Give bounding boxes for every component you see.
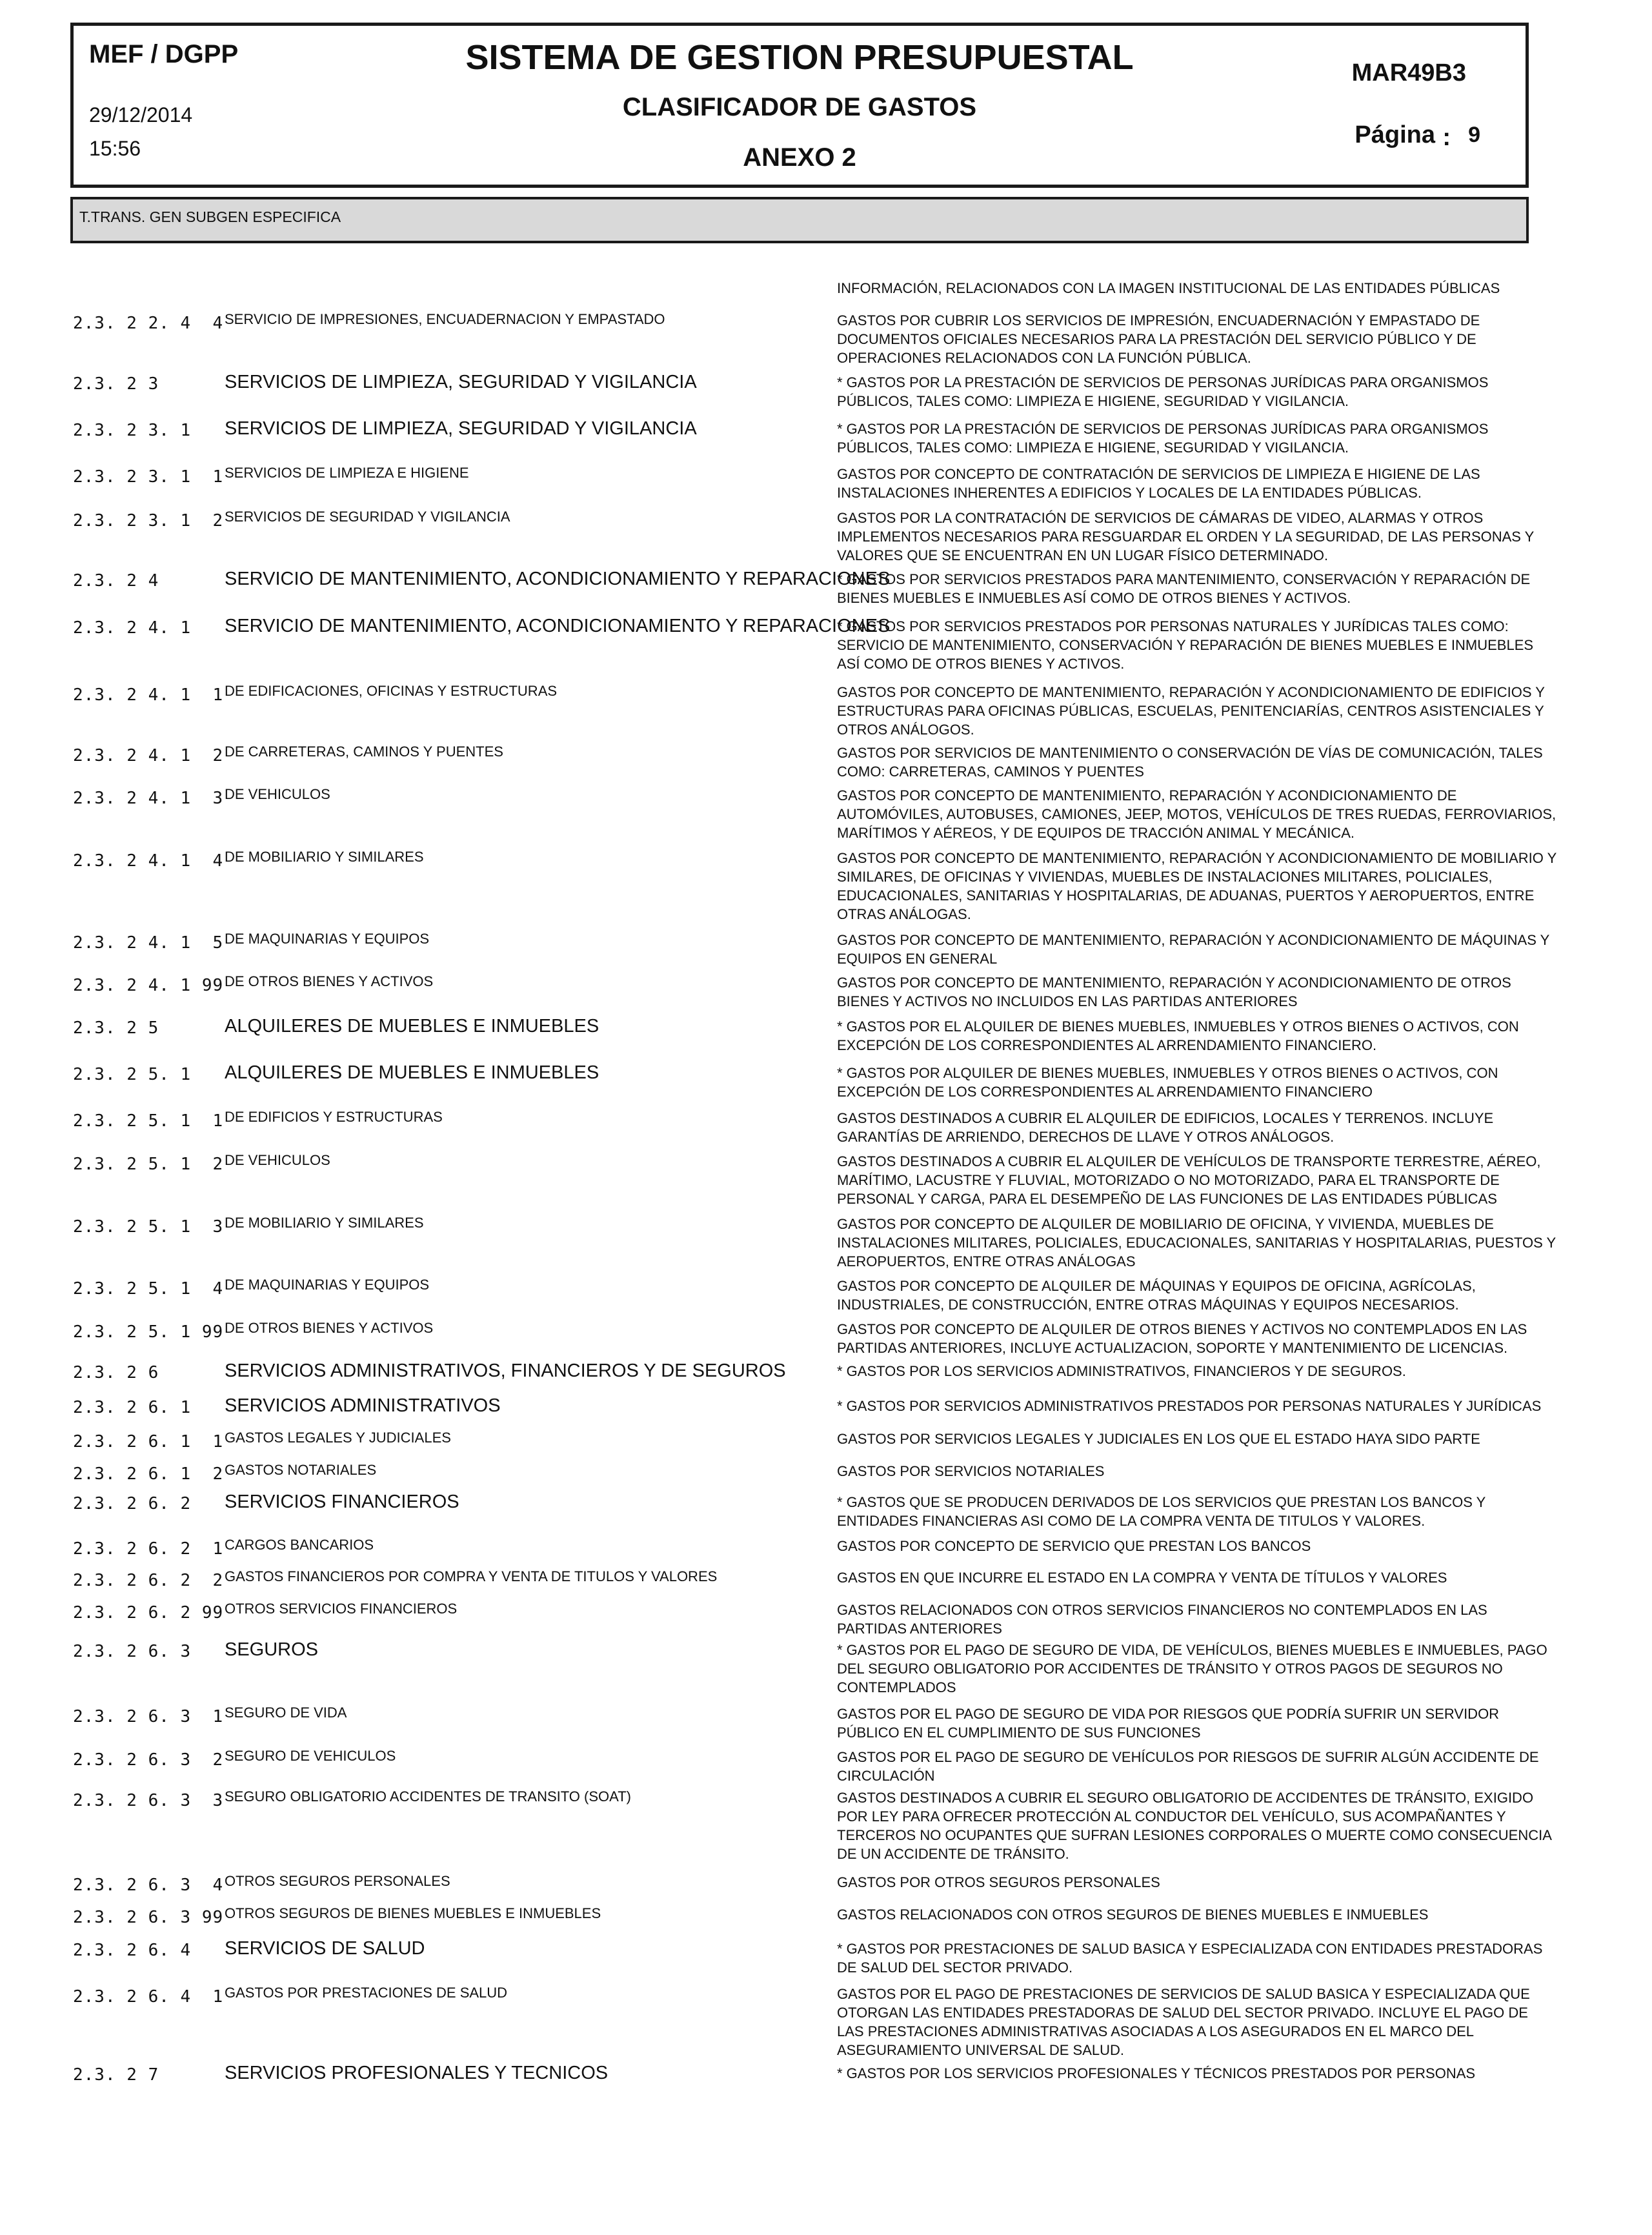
row-code: 2.3. 2 6. 3 99 bbox=[73, 1908, 224, 1927]
description-line: OTORGAN LAS ENTIDADES PRESTADORAS DE SALUD DEL SECTOR PRIVADO. INCLUYE EL PAGO DE bbox=[837, 2005, 1528, 2021]
description-line: GASTOS POR OTROS SEGUROS PERSONALES bbox=[837, 1874, 1160, 1890]
row-name: OTROS SEGUROS DE BIENES MUEBLES E INMUEBLES bbox=[225, 1905, 601, 1921]
row-name: ALQUILERES DE MUEBLES E INMUEBLES bbox=[225, 1062, 599, 1083]
row-name: SERVICIO DE MANTENIMIENTO, ACONDICIONAMIENTO Y REPARACIONES bbox=[225, 616, 891, 636]
org-label: MEF / DGPP bbox=[89, 40, 239, 68]
description-line: POR LEY PARA OFRECER PROTECCIÓN AL CONDUCTOR DEL VEHÍCULO, SUS ACOMPAÑANTES Y bbox=[837, 1808, 1506, 1825]
row-description bbox=[837, 849, 1557, 924]
row-code: 2.3. 2 4. 1 3 bbox=[73, 789, 224, 808]
description-line: * GASTOS POR ALQUILER DE BIENES MUEBLES, INMUEBLES Y OTROS BIENES O ACTIVOS, CON bbox=[837, 1065, 1498, 1081]
row-description bbox=[837, 1939, 1543, 1977]
row-code: 2.3. 2 5. 1 1 bbox=[73, 1111, 224, 1131]
row-description bbox=[837, 2064, 1534, 2083]
row-name: SERVICIOS FINANCIEROS bbox=[225, 1492, 459, 1512]
row-description bbox=[837, 1397, 1542, 1415]
description-line: MARÍTIMO, LACUSTRE Y FLUVIAL, MOTORIZADO O NO MOTORIZADO, PARA EL TRANSPORTE DE bbox=[837, 1172, 1500, 1188]
description-line: INSTALACIONES MILITARES, POLICIALES, EDUCACIONALES, SANITARIAS Y HOSPITALARIAS, PUESTOS Y bbox=[837, 1235, 1556, 1251]
description-line: DE SALUD DEL SECTOR PRIVADO. bbox=[837, 1959, 1073, 1976]
row-description bbox=[837, 786, 1556, 842]
report-time: 15:56 bbox=[89, 137, 141, 160]
row-code: 2.3. 2 5. 1 2 bbox=[73, 1155, 224, 1174]
row-description bbox=[837, 1748, 1539, 1785]
page-colon: : bbox=[1442, 124, 1451, 151]
row-description bbox=[837, 1568, 1534, 1587]
row-description bbox=[837, 1017, 1534, 1055]
row-code: 2.3. 2 6. 1 2 bbox=[73, 1464, 224, 1484]
description-line: BIENES Y ACTIVOS NO INCLUIDOS EN LAS PARTIDAS ANTERIORES bbox=[837, 993, 1298, 1009]
row-description bbox=[837, 1873, 1534, 1892]
description-line: EXCEPCIÓN DE LOS CORRESPONDIENTES AL ARRENDAMIENTO FINANCIERO. bbox=[837, 1037, 1377, 1053]
description-line: ASEGURAMIENTO UNIVERSAL DE SALUD. bbox=[837, 2042, 1124, 2058]
row-name: DE OTROS BIENES Y ACTIVOS bbox=[225, 1320, 434, 1336]
description-line: LAS PRESTACIONES ADMINISTRATIVAS ASOCIADAS A LOS ASEGURADOS EN EL MARCO DEL bbox=[837, 2023, 1475, 2039]
row-code: 2.3. 2 4. 1 99 bbox=[73, 976, 224, 995]
row-code: 2.3. 2 6. 3 4 bbox=[73, 1876, 224, 1895]
description-line: GARANTÍAS DE ARRIENDO, DERECHOS DE LLAVE Y OTROS ANÁLOGOS. bbox=[837, 1129, 1335, 1145]
row-code: 2.3. 2 5. 1 99 bbox=[73, 1322, 224, 1342]
row-code: 2.3. 2 5. 1 bbox=[73, 1065, 192, 1084]
description-line: AEROPUERTOS, ENTRE OTRAS ANÁLOGAS bbox=[837, 1253, 1136, 1269]
row-description bbox=[837, 1704, 1534, 1742]
description-line: GASTOS POR EL PAGO DE SEGURO DE VEHÍCULOS POR RIESGOS DE SUFRIR ALGÚN ACCIDENTE DE bbox=[837, 1749, 1539, 1765]
row-name: SERVICIOS PROFESIONALES Y TECNICOS bbox=[225, 2063, 609, 2083]
row-description bbox=[837, 973, 1534, 1011]
description-line: DOCUMENTOS OFICIALES NECESARIOS PARA LA PRESTACIÓN DEL SERVICIO PÚBLICO Y DE bbox=[837, 331, 1476, 347]
row-code: 2.3. 2 3 bbox=[73, 374, 159, 394]
description-line: GASTOS EN QUE INCURRE EL ESTADO EN LA COMPRA Y VENTA DE TÍTULOS Y VALORES bbox=[837, 1570, 1447, 1586]
description-line: INFORMACIÓN, RELACIONADOS CON LA IMAGEN INSTITUCIONAL DE LAS ENTIDADES PÚBLICAS bbox=[837, 280, 1500, 296]
row-name: SEGURO OBLIGATORIO ACCIDENTES DE TRANSITO (SOAT) bbox=[225, 1788, 631, 1805]
row-description bbox=[837, 1493, 1534, 1530]
row-code: 2.3. 2 6 bbox=[73, 1363, 159, 1382]
row-code: 2.3. 2 3. 1 2 bbox=[73, 511, 224, 531]
description-line: ENTIDADES FINANCIERAS ASI COMO DE LA COMPRA VENTA DE TITULOS Y VALORES. bbox=[837, 1513, 1425, 1529]
row-description bbox=[837, 1905, 1534, 1924]
row-code: 2.3. 2 6. 2 99 bbox=[73, 1603, 224, 1623]
row-code: 2.3. 2 6. 1 1 bbox=[73, 1432, 224, 1451]
description-line: * GASTOS POR LOS SERVICIOS ADMINISTRATIVOS, FINANCIEROS Y DE SEGUROS. bbox=[837, 1363, 1406, 1379]
description-line: PERSONAL Y CARGA, PARA EL DESEMPEÑO DE LAS FUNCIONES DE LAS ENTIDADES PÚBLICAS bbox=[837, 1191, 1497, 1207]
row-code: 2.3. 2 6. 3 2 bbox=[73, 1750, 224, 1770]
description-line: * GASTOS POR LA PRESTACIÓN DE SERVICIOS DE PERSONAS JURÍDICAS PARA ORGANISMOS bbox=[837, 421, 1489, 437]
row-description bbox=[837, 311, 1534, 367]
description-line: PÚBLICOS, TALES COMO: LIMPIEZA E HIGIENE, SEGURIDAD Y VIGILANCIA. bbox=[837, 393, 1349, 409]
row-name: GASTOS POR PRESTACIONES DE SALUD bbox=[225, 1985, 508, 2001]
row-description bbox=[837, 570, 1534, 607]
row-code: 2.3. 2 4 bbox=[73, 571, 159, 591]
row-name: DE EDIFICACIONES, OFICINAS Y ESTRUCTURAS bbox=[225, 683, 558, 699]
description-line: GASTOS POR CONCEPTO DE CONTRATACIÓN DE SERVICIOS DE LIMPIEZA E HIGIENE DE LAS bbox=[837, 466, 1480, 482]
row-name: SERVICIOS ADMINISTRATIVOS bbox=[225, 1395, 501, 1416]
description-line: * GASTOS POR SERVICIOS ADMINISTRATIVOS PRESTADOS POR PERSONAS NATURALES Y JURÍDICAS bbox=[837, 1398, 1542, 1414]
row-name: GASTOS LEGALES Y JUDICIALES bbox=[225, 1430, 451, 1446]
row-name: DE OTROS BIENES Y ACTIVOS bbox=[225, 973, 434, 989]
row-code: 2.3. 2 6. 1 bbox=[73, 1398, 192, 1417]
row-code: 2.3. 2 6. 2 bbox=[73, 1494, 192, 1513]
row-description bbox=[837, 1362, 1534, 1380]
row-name: SERVICIO DE MANTENIMIENTO, ACONDICIONAMIENTO Y REPARACIONES bbox=[225, 569, 891, 589]
description-line: * GASTOS QUE SE PRODUCEN DERIVADOS DE LOS SERVICIOS QUE PRESTAN LOS BANCOS Y bbox=[837, 1494, 1486, 1510]
description-line: GASTOS RELACIONADOS CON OTROS SERVICIOS FINANCIEROS NO CONTEMPLADOS EN LAS bbox=[837, 1602, 1487, 1618]
row-description bbox=[837, 743, 1543, 781]
description-line: * GASTOS POR PRESTACIONES DE SALUD BASICA Y ESPECIALIZADA CON ENTIDADES PRESTADORAS bbox=[837, 1941, 1543, 1957]
description-line: * GASTOS POR LOS SERVICIOS PROFESIONALES Y TÉCNICOS PRESTADOS POR PERSONAS bbox=[837, 2065, 1476, 2081]
description-line: DE UN ACCIDENTE DE TRÁNSITO. bbox=[837, 1846, 1069, 1862]
description-line: GASTOS POR CONCEPTO DE ALQUILER DE OTROS BIENES Y ACTIVOS NO CONTEMPLADOS EN LAS bbox=[837, 1321, 1527, 1337]
row-code: 2.3. 2 5. 1 3 bbox=[73, 1217, 224, 1237]
row-name: DE VEHICULOS bbox=[225, 786, 330, 802]
row-name: SEGUROS bbox=[225, 1639, 319, 1660]
description-line: GASTOS POR CONCEPTO DE MANTENIMIENTO, REPARACIÓN Y ACONDICIONAMIENTO DE OTROS bbox=[837, 975, 1511, 991]
row-name: DE MAQUINARIAS Y EQUIPOS bbox=[225, 1277, 430, 1293]
row-description bbox=[837, 1601, 1534, 1638]
row-name: SERVICIOS DE SEGURIDAD Y VIGILANCIA bbox=[225, 509, 510, 525]
row-code: 2.3. 2 7 bbox=[73, 2065, 159, 2085]
row-description bbox=[837, 1537, 1534, 1555]
description-line: EXCEPCIÓN DE LOS CORRESPONDIENTES AL ARRENDAMIENTO FINANCIERO bbox=[837, 1084, 1373, 1100]
row-name: CARGOS BANCARIOS bbox=[225, 1537, 374, 1553]
row-name: DE CARRETERAS, CAMINOS Y PUENTES bbox=[225, 743, 503, 760]
report-code: MAR49B3 bbox=[1351, 59, 1466, 86]
system-title: SISTEMA DE GESTION PRESUPUESTAL bbox=[465, 38, 1134, 77]
row-name: SERVICIOS DE LIMPIEZA, SEGURIDAD Y VIGILANCIA bbox=[225, 372, 697, 392]
row-description bbox=[837, 1430, 1534, 1448]
row-description bbox=[837, 509, 1534, 565]
description-line: GASTOS RELACIONADOS CON OTROS SEGUROS DE BIENES MUEBLES E INMUEBLES bbox=[837, 1906, 1429, 1923]
description-line: * GASTOS POR EL PAGO DE SEGURO DE VIDA, DE VEHÍCULOS, BIENES MUEBLES E INMUEBLES, PAGO bbox=[837, 1642, 1547, 1658]
description-line: * GASTOS POR LA PRESTACIÓN DE SERVICIOS DE PERSONAS JURÍDICAS PARA ORGANISMOS bbox=[837, 374, 1489, 390]
row-description bbox=[837, 1641, 1547, 1697]
row-description bbox=[837, 1152, 1541, 1208]
description-line: CIRCULACIÓN bbox=[837, 1768, 935, 1784]
row-description bbox=[837, 1320, 1534, 1357]
row-code: 2.3. 2 3. 1 1 bbox=[73, 467, 224, 487]
description-line: ASÍ COMO DE OTROS BIENES Y ACTIVOS. bbox=[837, 656, 1125, 672]
description-line: BIENES MUEBLES E INMUEBLES ASÍ COMO DE OTROS BIENES Y ACTIVOS. bbox=[837, 590, 1351, 606]
description-line: INDUSTRIALES, DE CONSTRUCCIÓN, ENTRE OTRAS MÁQUINAS Y EQUIPOS NECESARIOS. bbox=[837, 1297, 1459, 1313]
row-code: 2.3. 2 5. 1 4 bbox=[73, 1279, 224, 1299]
description-line: ESTRUCTURAS PARA OFICINAS PÚBLICAS, ESCUELAS, PENITENCIARÍAS, CENTROS ASISTENCIALES Y bbox=[837, 703, 1544, 719]
description-line: PÚBLICO EN EL CUMPLIMIENTO DE SUS FUNCIONES bbox=[837, 1724, 1201, 1741]
row-description bbox=[837, 1277, 1534, 1314]
row-description bbox=[837, 1064, 1534, 1101]
row-description bbox=[837, 1215, 1556, 1271]
row-code: 2.3. 2 4. 1 bbox=[73, 618, 192, 638]
description-line: TERCEROS NO OCUPANTES QUE SUFRAN LESIONES CORPORALES O MUERTE COMO CONSECUENCIA bbox=[837, 1827, 1552, 1843]
row-name: DE MOBILIARIO Y SIMILARES bbox=[225, 1215, 424, 1231]
description-line: GASTOS POR CONCEPTO DE MANTENIMIENTO, REPARACIÓN Y ACONDICIONAMIENTO DE MOBILIARIO Y bbox=[837, 850, 1557, 866]
description-line: GASTOS DESTINADOS A CUBRIR EL SEGURO OBLIGATORIO DE ACCIDENTES DE TRÁNSITO, EXIGIDO bbox=[837, 1790, 1534, 1806]
description-line: EQUIPOS EN GENERAL bbox=[837, 951, 998, 967]
description-line: GASTOS DESTINADOS A CUBRIR EL ALQUILER DE EDIFICIOS, LOCALES Y TERRENOS. INCLUYE bbox=[837, 1110, 1494, 1126]
description-line: GASTOS POR SERVICIOS DE MANTENIMIENTO O CONSERVACIÓN DE VÍAS DE COMUNICACIÓN, TALES bbox=[837, 745, 1543, 761]
row-description bbox=[837, 1788, 1552, 1863]
description-line: IMPLEMENTOS NECESARIOS PARA RESGUARDAR EL ORDEN Y LA SEGURIDAD, DE LAS PERSONAS Y bbox=[837, 529, 1535, 545]
description-line: SIMILARES, DE OFICINAS Y VIVIENDAS, MUEBLES DE INSTALACIONES MILITARES, POLICIALES, bbox=[837, 869, 1493, 885]
row-name: DE EDIFICIOS Y ESTRUCTURAS bbox=[225, 1109, 443, 1125]
description-line: GASTOS POR CONCEPTO DE SERVICIO QUE PRESTAN LOS BANCOS bbox=[837, 1538, 1311, 1554]
row-code: 2.3. 2 4. 1 4 bbox=[73, 851, 224, 871]
description-line: PARTIDAS ANTERIORES, INCLUYE ACTUALIZACION, SOPORTE Y MANTENIMIENTO DE LICENCIAS. bbox=[837, 1340, 1508, 1356]
row-name: OTROS SEGUROS PERSONALES bbox=[225, 1873, 450, 1889]
description-line: GASTOS POR SERVICIOS NOTARIALES bbox=[837, 1463, 1105, 1479]
annex-label: ANEXO 2 bbox=[743, 143, 856, 172]
description-line: OPERACIONES RELACIONADOS CON LA FUNCIÓN PÚBLICA. bbox=[837, 350, 1251, 366]
row-name: SERVICIOS DE LIMPIEZA, SEGURIDAD Y VIGILANCIA bbox=[225, 418, 697, 439]
page-number: 9 bbox=[1468, 123, 1480, 147]
row-description bbox=[837, 1462, 1534, 1481]
row-name: SERVICIOS ADMINISTRATIVOS, FINANCIEROS Y DE SEGUROS bbox=[225, 1360, 786, 1381]
page-label: Página bbox=[1355, 121, 1435, 148]
row-code: 2.3. 2 6. 3 bbox=[73, 1642, 192, 1661]
row-name: DE MOBILIARIO Y SIMILARES bbox=[225, 849, 424, 865]
row-description bbox=[837, 617, 1534, 673]
report-title: CLASIFICADOR DE GASTOS bbox=[622, 93, 977, 121]
row-name: SERVICIOS DE SALUD bbox=[225, 1938, 425, 1959]
description-line: GASTOS DESTINADOS A CUBRIR EL ALQUILER DE VEHÍCULOS DE TRANSPORTE TERRESTRE, AÉREO, bbox=[837, 1153, 1541, 1169]
row-description bbox=[837, 931, 1550, 968]
description-line: GASTOS POR CUBRIR LOS SERVICIOS DE IMPRESIÓN, ENCUADERNACIÓN Y EMPASTADO DE bbox=[837, 312, 1480, 329]
description-line: INSTALACIONES INHERENTES A EDIFICIOS Y LOCALES DE LA ENTIDADES PÚBLICAS. bbox=[837, 485, 1422, 501]
row-code: 2.3. 2 6. 3 3 bbox=[73, 1791, 224, 1810]
row-code: 2.3. 2 6. 4 1 bbox=[73, 1987, 224, 2007]
row-code: 2.3. 2 6. 4 bbox=[73, 1941, 192, 1960]
row-code: 2.3. 2 4. 1 5 bbox=[73, 933, 224, 953]
row-description bbox=[837, 683, 1545, 739]
description-line: GASTOS POR CONCEPTO DE MANTENIMIENTO, REPARACIÓN Y ACONDICIONAMIENTO DE bbox=[837, 787, 1457, 804]
row-name: SERVICIOS DE LIMPIEZA E HIGIENE bbox=[225, 465, 469, 481]
column-header-text: T.TRANS. GEN SUBGEN ESPECIFICA bbox=[79, 208, 341, 225]
description-line: AUTOMÓVILES, AUTOBUSES, CAMIONES, JEEP, MOTOS, VEHÍCULOS DE TRES RUEDAS, FERROVIARIOS, bbox=[837, 806, 1556, 822]
row-description bbox=[837, 420, 1534, 457]
description-line: DEL SEGURO OBLIGATORIO POR ACCIDENTES DE TRÁNSITO Y OTROS PAGOS DE SEGUROS NO bbox=[837, 1661, 1503, 1677]
description-line: PÚBLICOS, TALES COMO: LIMPIEZA E HIGIENE, SEGURIDAD Y VIGILANCIA. bbox=[837, 440, 1349, 456]
row-code: 2.3. 2 2. 4 4 bbox=[73, 314, 224, 333]
row-description bbox=[837, 1985, 1534, 2059]
description-line: VALORES QUE SE ENCUENTRAN EN UN LUGAR FÍSICO DETERMINADO. bbox=[837, 547, 1329, 563]
description-line: OTRAS ANÁLOGAS. bbox=[837, 906, 971, 922]
row-code: 2.3. 2 3. 1 bbox=[73, 421, 192, 440]
description-line: GASTOS POR CONCEPTO DE MANTENIMIENTO, REPARACIÓN Y ACONDICIONAMIENTO DE MÁQUINAS Y bbox=[837, 932, 1550, 948]
row-description bbox=[837, 1109, 1534, 1146]
description-line: GASTOS POR EL PAGO DE PRESTACIONES DE SERVICIOS DE SALUD BASICA Y ESPECIALIZADA QUE bbox=[837, 1986, 1530, 2002]
row-name: SERVICIO DE IMPRESIONES, ENCUADERNACION Y EMPASTADO bbox=[225, 311, 665, 327]
description-line: GASTOS POR CONCEPTO DE ALQUILER DE MOBILIARIO DE OFICINA, Y VIVIENDA, MUEBLES DE bbox=[837, 1216, 1494, 1232]
row-name: SEGURO DE VEHICULOS bbox=[225, 1748, 396, 1764]
description-line: * GASTOS POR SERVICIOS PRESTADOS PARA MANTENIMIENTO, CONSERVACIÓN Y REPARACIÓN DE bbox=[837, 571, 1531, 587]
row-name: OTROS SERVICIOS FINANCIEROS bbox=[225, 1601, 458, 1617]
row-name: ALQUILERES DE MUEBLES E INMUEBLES bbox=[225, 1016, 599, 1037]
description-line: COMO: CARRETERAS, CAMINOS Y PUENTES bbox=[837, 764, 1144, 780]
description-line: * GASTOS POR EL ALQUILER DE BIENES MUEBLES, INMUEBLES Y OTROS BIENES O ACTIVOS, CON bbox=[837, 1018, 1519, 1035]
description-line: * GASTOS POR SERVICIOS PRESTADOS POR PERSONAS NATURALES Y JURÍDICAS TALES COMO: bbox=[837, 618, 1509, 634]
description-line: GASTOS POR EL PAGO DE SEGURO DE VIDA POR RIESGOS QUE PODRÍA SUFRIR UN SERVIDOR bbox=[837, 1706, 1500, 1722]
row-code: 2.3. 2 4. 1 1 bbox=[73, 685, 224, 705]
description-line: GASTOS POR CONCEPTO DE MANTENIMIENTO, REPARACIÓN Y ACONDICIONAMIENTO DE EDIFICIOS Y bbox=[837, 684, 1545, 700]
description-line: GASTOS POR LA CONTRATACIÓN DE SERVICIOS DE CÁMARAS DE VIDEO, ALARMAS Y OTROS bbox=[837, 510, 1484, 526]
description-line: SERVICIO DE MANTENIMIENTO, CONSERVACIÓN Y REPARACIÓN DE BIENES MUEBLES E INMUEBLES bbox=[837, 637, 1534, 653]
description-line: OTROS ANÁLOGOS. bbox=[837, 722, 974, 738]
description-line: EDUCACIONALES, SANITARIAS Y HOSPITALARIAS, DE ADUANAS, PUERTOS Y AEROPUERTOS, ENTRE bbox=[837, 887, 1535, 904]
description-line: PARTIDAS ANTERIORES bbox=[837, 1621, 1002, 1637]
row-code: 2.3. 2 6. 3 1 bbox=[73, 1707, 224, 1726]
row-description bbox=[837, 279, 1534, 298]
row-name: SEGURO DE VIDA bbox=[225, 1704, 347, 1721]
row-description bbox=[837, 465, 1534, 502]
row-name: DE VEHICULOS bbox=[225, 1152, 330, 1168]
row-name: GASTOS FINANCIEROS POR COMPRA Y VENTA DE TITULOS Y VALORES bbox=[225, 1568, 718, 1584]
row-name: GASTOS NOTARIALES bbox=[225, 1462, 377, 1478]
description-line: GASTOS POR SERVICIOS LEGALES Y JUDICIALES EN LOS QUE EL ESTADO HAYA SIDO PARTE bbox=[837, 1431, 1480, 1447]
description-line: CONTEMPLADOS bbox=[837, 1679, 956, 1695]
row-code: 2.3. 2 4. 1 2 bbox=[73, 746, 224, 765]
report-date: 29/12/2014 bbox=[89, 103, 193, 126]
row-description bbox=[837, 373, 1534, 410]
description-line: MARÍTIMOS Y AÉREOS, Y DE EQUIPOS DE TRACCIÓN ANIMAL Y MECÁNICA. bbox=[837, 825, 1355, 841]
row-name: DE MAQUINARIAS Y EQUIPOS bbox=[225, 931, 430, 947]
row-code: 2.3. 2 6. 2 1 bbox=[73, 1539, 224, 1559]
row-code: 2.3. 2 6. 2 2 bbox=[73, 1571, 224, 1590]
description-line: GASTOS POR CONCEPTO DE ALQUILER DE MÁQUINAS Y EQUIPOS DE OFICINA, AGRÍCOLAS, bbox=[837, 1278, 1476, 1294]
row-code: 2.3. 2 5 bbox=[73, 1018, 159, 1038]
